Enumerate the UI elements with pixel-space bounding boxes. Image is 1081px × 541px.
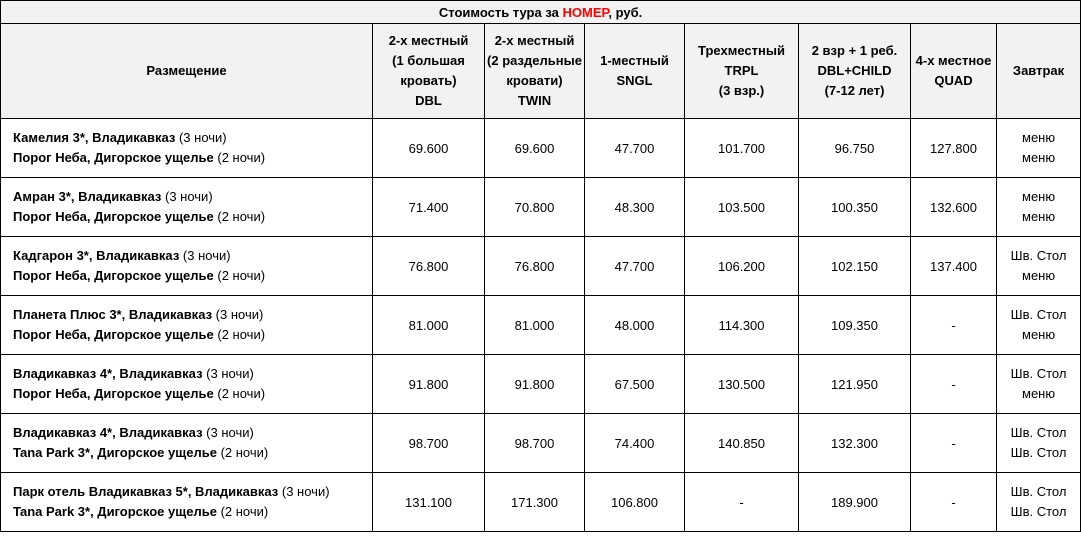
price-quad: -: [911, 414, 997, 473]
price-dbl: 81.000: [373, 296, 485, 355]
price-twin: 69.600: [485, 119, 585, 178]
price-dbl-child: 100.350: [799, 178, 911, 237]
price-trpl: 130.500: [685, 355, 799, 414]
price-quad: -: [911, 473, 997, 532]
price-dbl-child: 121.950: [799, 355, 911, 414]
breakfast-cell: Шв. Стол меню: [997, 355, 1081, 414]
header-accommodation: Размещение: [1, 24, 373, 119]
price-quad: 137.400: [911, 237, 997, 296]
header-trpl: Трехместный TRPL (3 взр.): [685, 24, 799, 119]
breakfast-cell: меню меню: [997, 119, 1081, 178]
price-trpl: 103.500: [685, 178, 799, 237]
price-sngl: 47.700: [585, 237, 685, 296]
breakfast-cell: Шв. Стол Шв. Стол: [997, 473, 1081, 532]
price-dbl: 91.800: [373, 355, 485, 414]
price-trpl: 114.300: [685, 296, 799, 355]
column-header-row: [1, 24, 1081, 119]
price-quad: 127.800: [911, 119, 997, 178]
table-title-row: [1, 1, 1081, 24]
table-row: [1, 237, 1081, 296]
accommodation-cell: Камелия 3*, Владикавказ (3 ночи) Порог Неба, Дигорское ущелье (2 ночи): [1, 119, 373, 178]
accommodation-cell: Владикавказ 4*, Владикавказ (3 ночи) Tana Park 3*, Дигорское ущелье (2 ночи): [1, 414, 373, 473]
header-sngl: 1-местный SNGL: [585, 24, 685, 119]
price-trpl: 140.850: [685, 414, 799, 473]
price-dbl-child: 96.750: [799, 119, 911, 178]
price-quad: 132.600: [911, 178, 997, 237]
price-sngl: 47.700: [585, 119, 685, 178]
price-sngl: 74.400: [585, 414, 685, 473]
price-twin: 91.800: [485, 355, 585, 414]
table-title: Стоимость тура за НОМЕР, руб.: [1, 1, 1081, 24]
price-twin: 81.000: [485, 296, 585, 355]
price-dbl-child: 132.300: [799, 414, 911, 473]
price-twin: 76.800: [485, 237, 585, 296]
price-sngl: 48.300: [585, 178, 685, 237]
table-row: [1, 178, 1081, 237]
price-twin: 98.700: [485, 414, 585, 473]
price-dbl: 76.800: [373, 237, 485, 296]
header-dbl: 2-х местный (1 большая кровать) DBL: [373, 24, 485, 119]
accommodation-cell: Владикавказ 4*, Владикавказ (3 ночи) Порог Неба, Дигорское ущелье (2 ночи): [1, 355, 373, 414]
table-row: [1, 296, 1081, 355]
price-twin: 70.800: [485, 178, 585, 237]
breakfast-cell: меню меню: [997, 178, 1081, 237]
price-trpl: -: [685, 473, 799, 532]
header-dbl-child: 2 взр + 1 реб. DBL+CHILD (7-12 лет): [799, 24, 911, 119]
title-accent: НОМЕР: [562, 4, 609, 20]
price-quad: -: [911, 355, 997, 414]
price-dbl: 69.600: [373, 119, 485, 178]
price-dbl-child: 189.900: [799, 473, 911, 532]
accommodation-cell: Парк отель Владикавказ 5*, Владикавказ (3 ночи) Tana Park 3*, Дигорское ущелье (2 ночи): [1, 473, 373, 532]
price-sngl: 48.000: [585, 296, 685, 355]
table-row: [1, 414, 1081, 473]
accommodation-cell: Планета Плюс 3*, Владикавказ (3 ночи) Порог Неба, Дигорское ущелье (2 ночи): [1, 296, 373, 355]
header-quad: 4-х местное QUAD: [911, 24, 997, 119]
price-dbl-child: 109.350: [799, 296, 911, 355]
price-trpl: 101.700: [685, 119, 799, 178]
accommodation-cell: Кадгарон 3*, Владикавказ (3 ночи) Порог Неба, Дигорское ущелье (2 ночи): [1, 237, 373, 296]
header-breakfast: Завтрак: [997, 24, 1081, 119]
breakfast-cell: Шв. Стол меню: [997, 296, 1081, 355]
table-row: [1, 355, 1081, 414]
breakfast-cell: Шв. Стол меню: [997, 237, 1081, 296]
price-dbl: 98.700: [373, 414, 485, 473]
price-quad: -: [911, 296, 997, 355]
price-sngl: 67.500: [585, 355, 685, 414]
price-dbl: 131.100: [373, 473, 485, 532]
breakfast-cell: Шв. Стол Шв. Стол: [997, 414, 1081, 473]
table-row: [1, 473, 1081, 532]
price-twin: 171.300: [485, 473, 585, 532]
table-row: [1, 119, 1081, 178]
price-dbl: 71.400: [373, 178, 485, 237]
accommodation-cell: Амран 3*, Владикавказ (3 ночи) Порог Неба, Дигорское ущелье (2 ночи): [1, 178, 373, 237]
price-dbl-child: 102.150: [799, 237, 911, 296]
header-twin: 2-х местный (2 раздельные кровати) TWIN: [485, 24, 585, 119]
table-body: [1, 119, 1081, 532]
price-trpl: 106.200: [685, 237, 799, 296]
price-sngl: 106.800: [585, 473, 685, 532]
